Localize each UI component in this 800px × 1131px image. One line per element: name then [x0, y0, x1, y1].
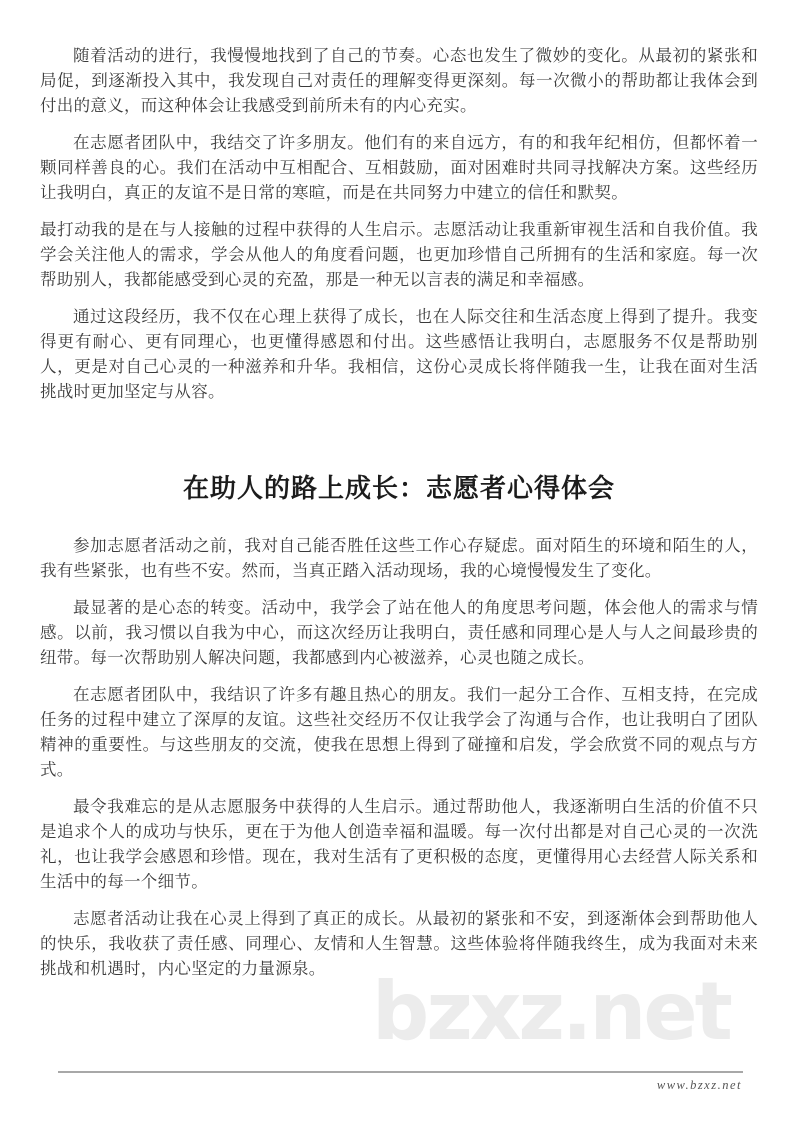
- paragraph: 通过这段经历，我不仅在心理上获得了成长，也在人际交往和生活态度上得到了提升。我变得更有耐心、更有同理心，也更懂得感恩和付出。这些感悟让我明白，志愿服务不仅是帮助别人，更是对自己心灵的一种滋养和升华。我相信，这份心灵成长将伴随我一生，让我在面对生活挑战时更加坚定与从容。: [40, 307, 758, 401]
- footer-url: www.bzxz.net: [656, 1078, 742, 1092]
- paragraph: 在志愿者团队中，我结交了许多朋友。他们有的来自远方，有的和我年纪相仿，但都怀着一颗同样善良的心。我们在活动中互相配合、互相鼓励，面对困难时共同寻找解决方案。这些经历让我明白，真正的友谊不是日常的寒暄，而是在共同努力中建立的信任和默契。: [40, 133, 758, 202]
- paragraph: 志愿者活动让我在心灵上得到了真正的成长。从最初的紧张和不安，到逐渐体会到帮助他人的快乐，我收获了责任感、同理心、友情和人生智慧。这些体验将伴随我终生，成为我面对未来挑战和机遇时，内心坚定的力量源泉。: [40, 909, 758, 978]
- paragraph: 最显著的是心态的转变。活动中，我学会了站在他人的角度思考问题，体会他人的需求与情感。以前，我习惯以自我为中心，而这次经历让我明白，责任感和同理心是人与人之间最珍贵的纽带。每一次帮助别人解决问题，我都感到内心被滋养，心灵也随之成长。: [40, 598, 758, 667]
- paragraph: 最打动我的是在与人接触的过程中获得的人生启示。志愿活动让我重新审视生活和自我价值。我学会关注他人的需求，学会从他人的角度看问题，也更加珍惜自己所拥有的生活和家庭。每一次帮助别人，我都能感受到心灵的充盈，那是一种无以言表的满足和幸福感。: [40, 220, 758, 289]
- paragraph: 参加志愿者活动之前，我对自己能否胜任这些工作心存疑虑。面对陌生的环境和陌生的人，我有些紧张，也有些不安。然而，当真正踏入活动现场，我的心境慢慢发生了变化。: [40, 536, 758, 580]
- paragraph: 随着活动的进行，我慢慢地找到了自己的节奏。心态也发生了微妙的变化。从最初的紧张和局促，到逐渐投入其中，我发现自己对责任的理解变得更深刻。每一次微小的帮助都让我体会到付出的意义，而这种体会让我感受到前所未有的内心充实。: [40, 46, 758, 115]
- footer-divider: [58, 1071, 743, 1073]
- watermark-text: bzxz.net: [372, 965, 730, 1058]
- document-title: 在助人的路上成长：志愿者心得体会: [182, 473, 615, 503]
- document-content: [40, 43, 758, 993]
- paragraph: 最令我难忘的是从志愿服务中获得的人生启示。通过帮助他人，我逐渐明白生活的价值不只是追求个人的成功与快乐，更在于为他人创造幸福和温暖。每一次付出都是对自己心灵的一次洗礼，也让我学会感恩和珍惜。现在，我对生活有了更积极的态度，更懂得用心去经营人际关系和生活中的每一个细节。: [40, 797, 758, 891]
- paragraph: 在志愿者团队中，我结识了许多有趣且热心的朋友。我们一起分工合作、互相支持，在完成任务的过程中建立了深厚的友谊。这些社交经历不仅让我学会了沟通与合作，也让我明白了团队精神的重要性。与这些朋友的交流，使我在思想上得到了碰撞和启发，学会欣赏不同的观点与方式。: [40, 685, 758, 779]
